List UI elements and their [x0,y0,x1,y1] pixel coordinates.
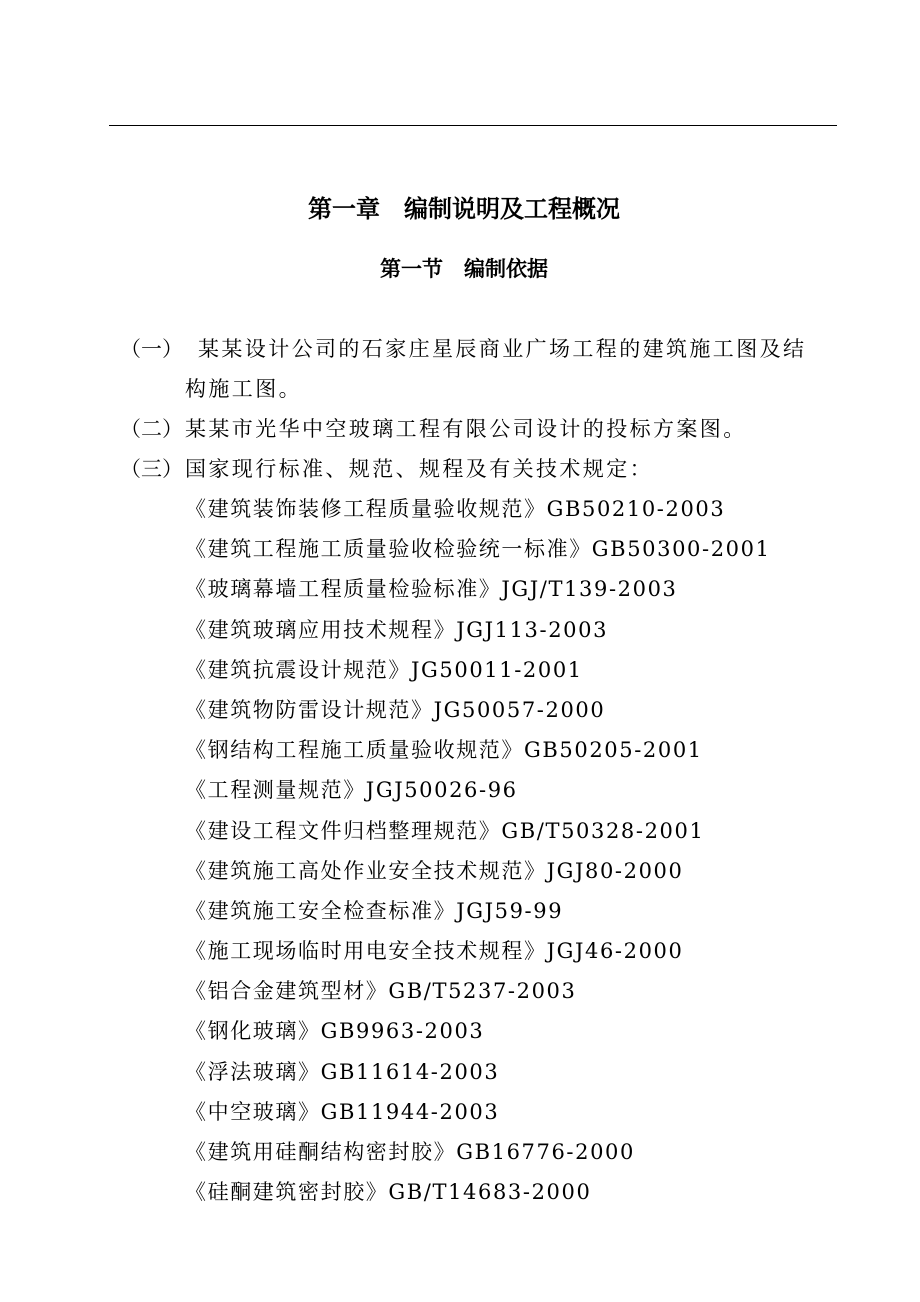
standard-item: 《工程测量规范》JGJ50026-96 [185,778,518,803]
item-2-line-1: 某某市光华中空玻璃工程有限公司设计的投标方案图。 [185,417,747,441]
standard-item: 《建筑玻璃应用技术规程》JGJ113-2003 [185,617,609,642]
standard-item: 《玻璃幕墙工程质量检验标准》JGJ/T139-2003 [185,577,678,602]
item-marker-3: （三） [120,457,183,481]
item-3-line-1: 国家现行标准、规范、规程及有关技术规定： [185,457,653,481]
item-marker-2: （二） [120,417,183,441]
standard-item: 《施工现场临时用电安全技术规程》JGJ46-2000 [185,939,684,964]
standard-item: 《建设工程文件归档整理规范》GB/T50328-2001 [185,818,705,843]
standard-item: 《建筑施工高处作业安全技术规范》JGJ80-2000 [185,858,684,883]
standard-item: 《钢结构工程施工质量验收规范》GB50205-2001 [185,738,703,763]
item-marker-1: （一） [120,337,183,361]
chapter-title: 第一章 编制说明及工程概况 [308,195,620,223]
standard-item: 《建筑用硅酮结构密封胶》GB16776-2000 [185,1140,635,1164]
standard-item: 《建筑施工安全检查标准》JGJ59-99 [185,898,564,923]
standard-item: 《建筑装饰装修工程质量验收规范》GB50210-2003 [185,497,726,521]
standard-item: 《建筑抗震设计规范》JG50011-2001 [185,657,583,682]
section-title: 第一节 编制依据 [380,257,548,281]
standard-item: 《中空玻璃》GB11944-2003 [185,1099,500,1124]
item-1-line-1: 某某设计公司的石家庄星辰商业广场工程的建筑施工图及结 [198,337,807,361]
standard-item: 《建筑工程施工质量验收检验统一标准》GB50300-2001 [185,537,771,562]
standards-list [185,489,771,1212]
standard-item: 《浮法玻璃》GB11614-2003 [185,1059,500,1084]
header-rule [109,125,837,126]
standard-item: 《硅酮建筑密封胶》GB/T14683-2000 [185,1180,592,1205]
standard-item: 《钢化玻璃》GB9963-2003 [185,1019,485,1044]
item-1-line-2: 构施工图。 [185,377,302,401]
standard-item: 《建筑物防雷设计规范》JG50057-2000 [185,697,606,722]
standard-item: 《铝合金建筑型材》GB/T5237-2003 [185,979,577,1004]
